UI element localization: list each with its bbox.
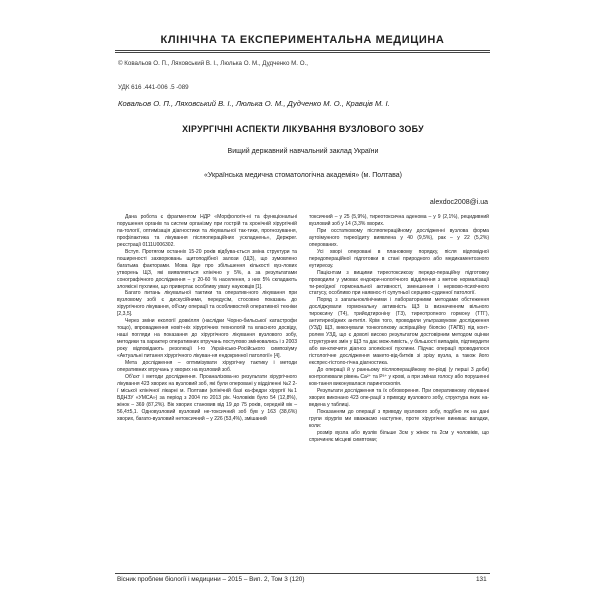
journal-section-header: КЛІНІЧНА ТА ЕКСПЕРИМЕНТАЛЬНА МЕДИЦИНА	[160, 34, 445, 46]
paragraph: Через зміни екології довкілля (наслідки Чорно-бильської катастрофи тощо), впровадження новіт-ніх хірургічних технологій та власного досвіду, наші погляди на показання до хірургічного лікування вузлового зобу, методики та характер оперативних втручань поступово змінювались і з 2003 року відповідають резолюції I-го Українсько-Російського симпозіуму «Актуальні питання хірургічного лікуван-ня ендокринної патології» [4].	[117, 318, 297, 360]
institution-line-2: «Українська медична стоматологічна академія» (м. Полтава)	[204, 172, 402, 179]
right-text-column	[309, 214, 489, 443]
page-number: 131	[476, 576, 487, 583]
institution-line-1: Вищий державний навчальний заклад України	[227, 148, 379, 155]
paragraph: Результати дослідження та їх обговорення. При оперативному лікуванні хворих виконано 423 опе-рації з приводу вузлового зобу, структура яких на-ведена у таблиці.	[309, 387, 489, 408]
author-list: Ковальов О. П., Ляховський В. І., Люлька О. М., Дудченко М. О., Кравців М. І.	[118, 99, 390, 108]
header-rule-bottom	[115, 52, 490, 53]
paragraph: Усі хворі оперовані в плановому порядку, після відповідної передопераційної підготовки в стані природного або медикаментозного еутиреозу.	[309, 248, 489, 269]
paragraph: Дана робота є фрагментом НДР «Морфологіч-ні та функціональні порушення органів та систем організму при гострій та хронічній хірургічній па-тології, оптимізація діагностики та лікувальної так-тики, прогнозування, профілактика та лікування післяопераційних ускладнень», Держрег. реєстрації 0111U006302.	[117, 214, 297, 248]
paragraph: До операції й у ранньому післяопераційному пе-ріоді (у перші 3 доби) контролювали рівень Ca²⁺ та P³⁺ у крові, а при змінах голосу або порушенні ков-тання виконувалася ларингоскопія.	[309, 366, 489, 387]
paragraph: Мета дослідження – оптимізувати хірургічну тактику і методи оперативних втручань у хворих на вузловий зоб.	[117, 360, 297, 373]
paragraph: Вступ. Протягом останніх 15-20 років відбува-ється зміна структури та поширеності захворювань щитоподібної залози (ЩЗ), що зумовлено багатьма факторами. Мова йде про збільшення кількості вуз-лових утворень ЩЗ, які виявляються клінічно у 5%, а за результатами сонографічного дослідження – у 20-60 % населення, з них 5% складають злоякісні пухлини, що привертає особливу увагу науковців [1].	[117, 248, 297, 290]
footer-rule	[115, 573, 490, 574]
paragraph: токсичний – у 25 (5,9%), тиреотоксична аденома – у 9 (2,1%), рецидивний вузловий зоб у 14 (3,3% хворих.	[309, 214, 489, 227]
article-title: ХІРУРГІЧНІ АСПЕКТИ ЛІКУВАННЯ ВУЗЛОВОГО ЗОБУ	[182, 124, 424, 134]
paragraph: Показанням до операції з приводу вузлового зобу, подібно як на дані групи хірургів ми вважаємо наступне, проте хірургічне виникає вагадки, коли:	[309, 408, 489, 429]
paragraph: розмір вузла або вузлів більше 3см у жінок та 2см у чоловіків, що спричиняє місцеві симптоми;	[309, 429, 489, 443]
paragraph: Об'єкт і методи дослідження. Проаналізова-но результати хірургічного лікування 423 хворих на вузловий зоб, які були оперовані у відділенні №2 2-ї міської клінічної лікарні м. Полтави (клінічній базі ка-федри хірургії №1 ВДНЗУ «УМСА») за період з 2004 по 2013 рік. Чоловіків було 54 (12,8%), жінок – 369 (87,2%). Вік хворих становив від 19 до 75 років, середній вік – 56,4±5,1. Одновузловий вузловий не-токсичний зоб був у 163 (38,6%) хворих, багато-вузловий нетоксичний – у 226 (53,4%), змішаний	[117, 373, 297, 422]
paragraph: Багато питань лікувальної тактики та оператив-ного лікування при вузловому зобі є дискусійними, передусім, стосовно показань до хірургічного лікування, об'єму операції та особливостей оперативної техніки [2,3,5].	[117, 290, 297, 318]
journal-footer: Вісник проблем біології і медицини – 2015 – Вип. 2, Том 3 (120)	[117, 576, 305, 583]
udc-code: УДК 616 .441-006 .5 -089	[118, 84, 189, 91]
header-rule-top	[115, 50, 490, 51]
paragraph: Пацієнтам з вищими тиреотоксикозу передо-пераційну підготовку проводили у умовах ендокри-нологічного відділення з метою нормалізації ти-реоїдної гормональної активності, зменшення і нервово-психічного статусу, особливо при наявнос-ті супутньої серцево-судинної патології.	[309, 269, 489, 297]
copyright-line: © Ковальов О. П., Ляховський В. І., Люлька О. М., Дудченко М. О.,	[118, 60, 308, 67]
paragraph: Поряд з загальноклінічними і лабораторними методами обстеження досліджували гормональну активність ЩЗ із визначенням вільного тироксину (Т4), трийодтироніну (Т3), тиреотропного гормону (ТТГ), антитиреоїдних антитіл. Крім того, проводили ультразвукове дослідження (УЗД) ЩЗ, виконували тонкоголкову аспіраційну біопсію (ТАПБ) під конт-ролем УЗД, що є доволі високо результатом достовірним методом оцінки структурних змін у ЩЗ та дає мож-ливість, у більшості випадків, підтвердити або ви-ключити діагноз злоякісної пухлини. Підчас операції проводилося гістологічне дослідження макето-від-битків зі зрізу вузла, а також його експрес-гістоло-гічна діагностика.	[309, 297, 489, 367]
paragraph: При осстатковому післяопераційному дослідженні вузлова форма аутоімунного тиреоїдиту виявлена у 40 (9,5%), рак – у 22 (5,2%) оперованих.	[309, 227, 489, 248]
left-text-column	[117, 214, 297, 423]
author-email: alexdoc2008@i.ua	[429, 199, 488, 206]
